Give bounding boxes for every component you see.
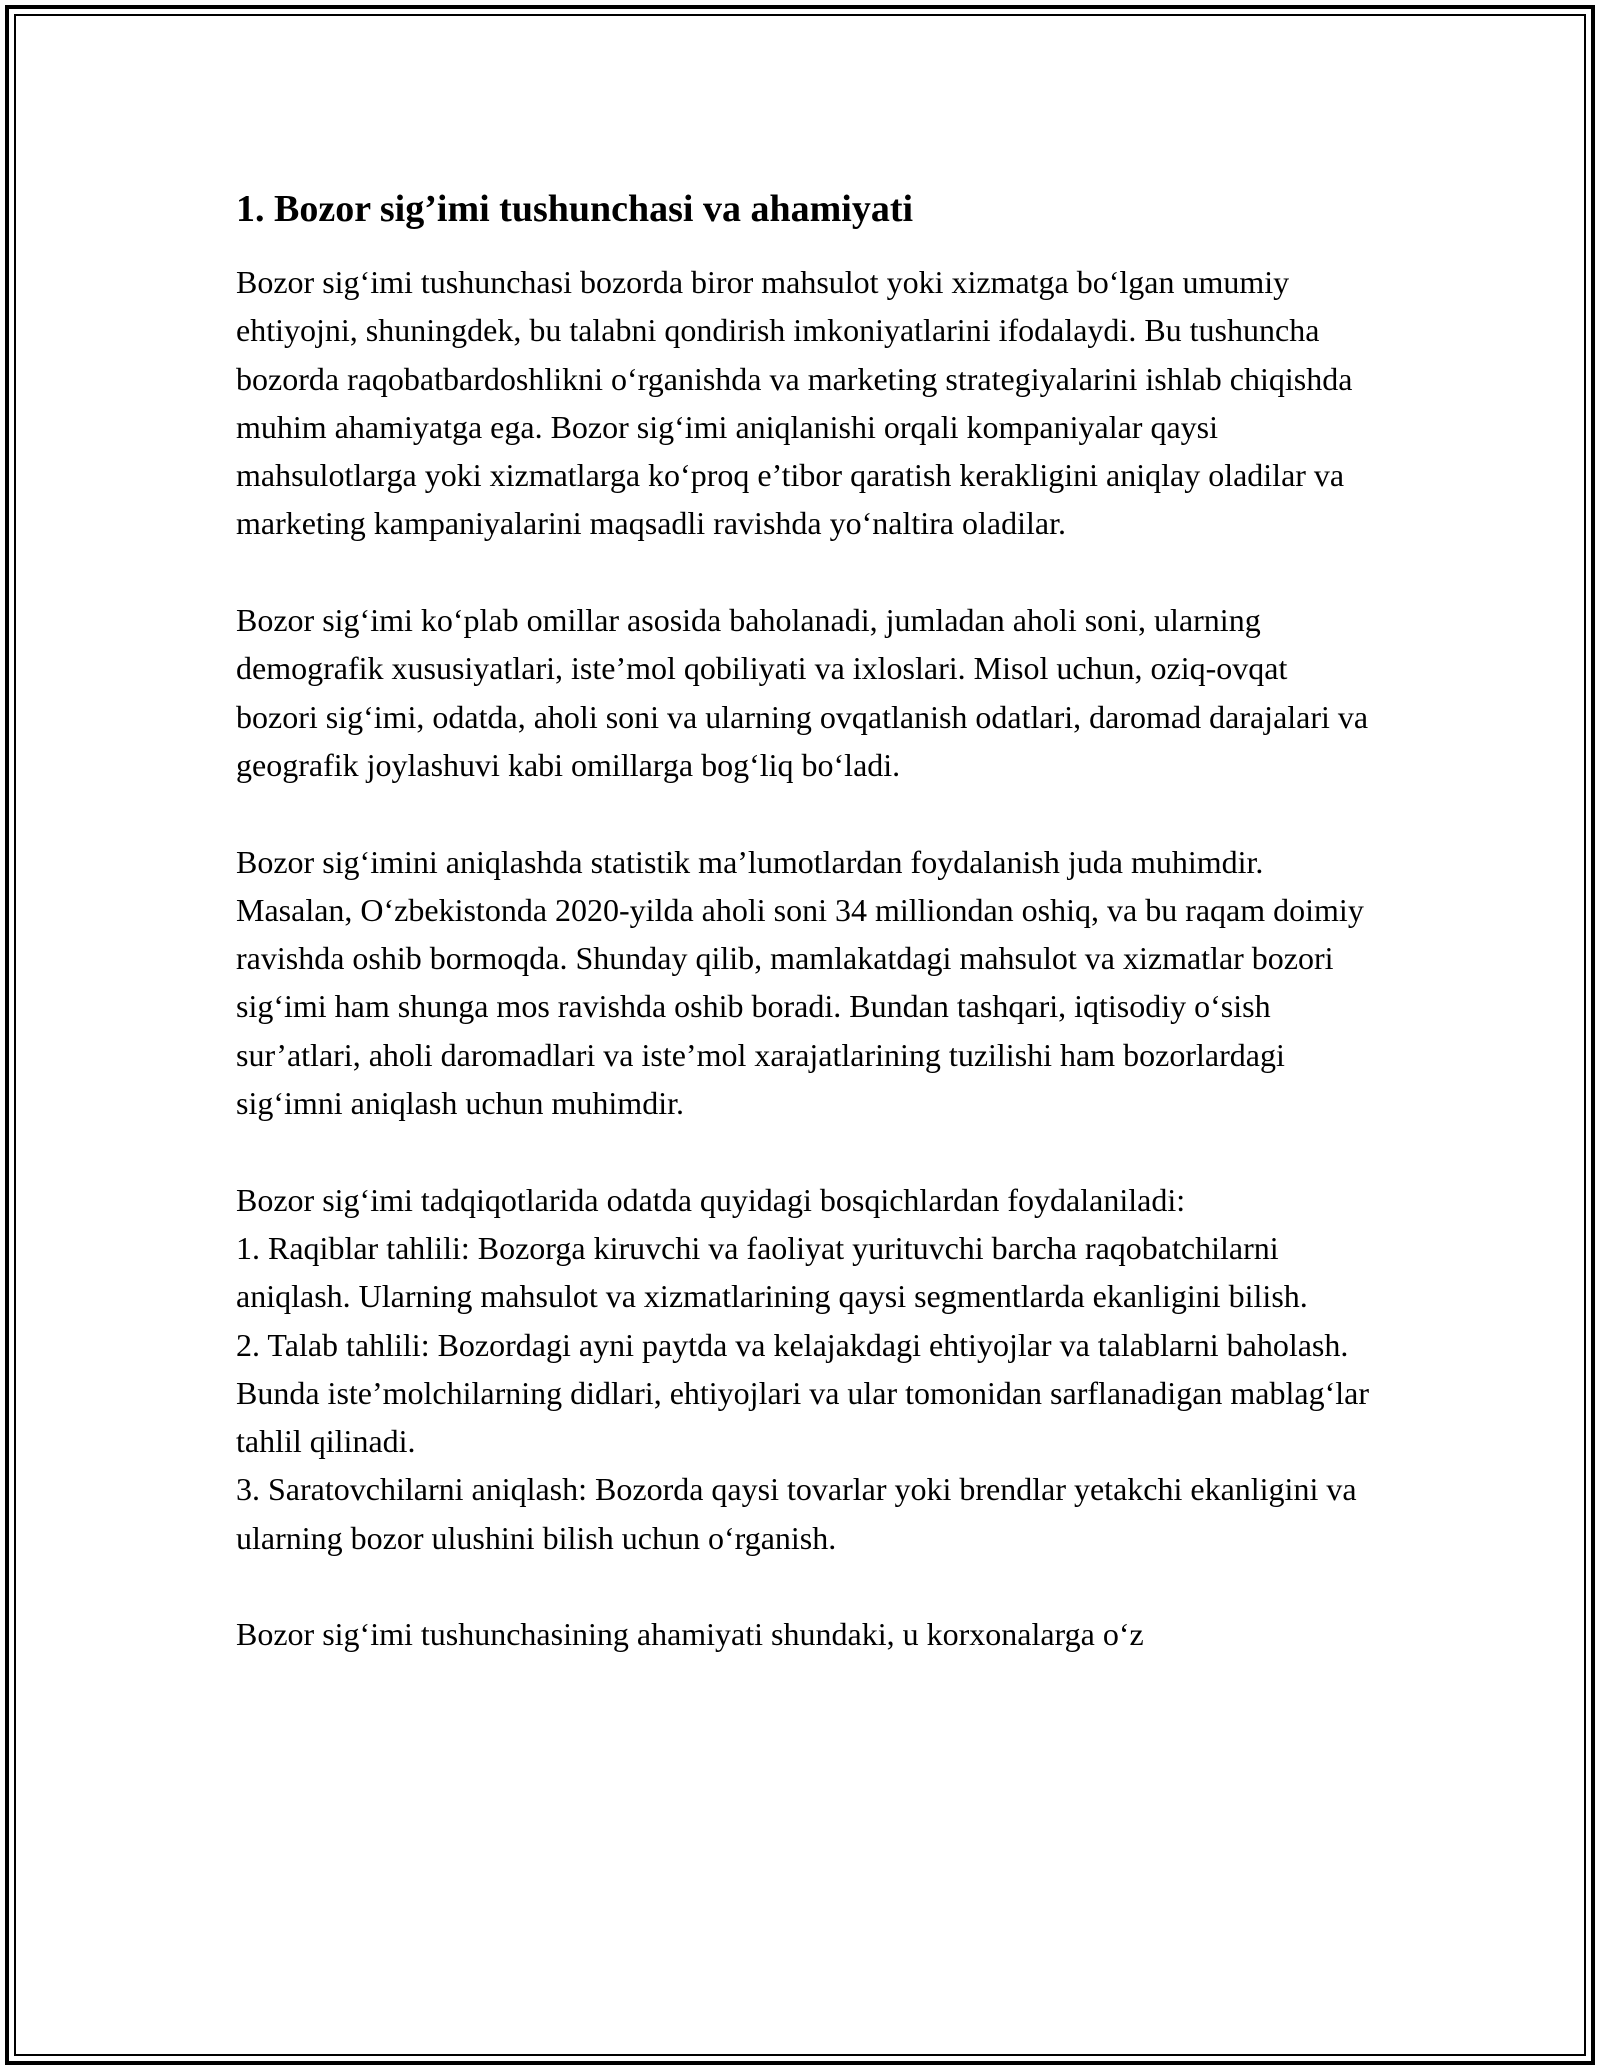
paragraph-closing: Bozor sig‘imi tushunchasining ahamiyati shundaki, u korxonalarga o‘z [236,1616,1144,1653]
paragraph-spacer [236,1127,1376,1175]
paragraph-spacer [236,1562,1376,1610]
paragraph-definition: Bozor sig‘imi tushunchasi bozorda biror mahsulot yoki xizmatga bo‘lgan umumiy ehtiyojni, shuningdek, bu talabni qondirish imkoniyatlarini ifodalaydi. Bu tushuncha bozorda raqobatbardoshlikni o‘rganishda va marketing strategiyalarini ishlab chiqishda muhim ahamiyatga ega. Bozor sig‘imi aniqlanishi orqali kompaniyalar qaysi mahsulotlarga yoki xizmatlarga ko‘proq e’tibor qaratish kerakligini aniqlay oladilar va marketing kampaniyalarini maqsadli ravishda yo‘naltira oladilar. [236,264,1353,542]
section-title: 1. Bozor sig’imi tushunchasi va ahamiyati [236,188,914,230]
paragraph-spacer [236,789,1376,837]
step-item-competitors: 1. Raqiblar tahlili: Bozorga kiruvchi va faoliyat yurituvchi barcha raqobatchilarni aniqlash. Ularning mahsulot va xizmatlarining qaysi segmentlarda ekanligini bilish. [236,1229,1308,1315]
step-item-leaders: 3. Saratovchilarni aniqlash: Bozorda qaysi tovarlar yoki brendlar yetakchi ekanligini va ularning bozor ulushini bilish uchun o‘rganish. [236,1471,1357,1556]
paragraph-spacer [236,548,1376,596]
paragraph-factors: Bozor sig‘imi ko‘plab omillar asosida baholanadi, jumladan aholi soni, ularning demografik xususiyatlari, iste’mol qobiliyati va ixloslari. Misol uchun, oziq-ovqat bozori sig‘imi, odatda, aholi soni va ularning ovqatlanish odatlari, daromad darajalari va geografik joylashuvi kabi omillarga bog‘liq bo‘ladi. [236,602,1369,783]
document-body [236,184,1376,1659]
steps-intro: Bozor sig‘imi tadqiqotlarida odatda quyidagi bosqichlardan foydalaniladi: [236,1181,1186,1218]
paragraph-statistics: Bozor sig‘imini aniqlashda statistik ma’lumotlardan foydalanish juda muhimdir. Masalan, O‘zbekistonda 2020-yilda aholi soni 34 milliondan oshiq, va bu raqam doimiy ravishda oshib bormoqda. Shunday qilib, mamlakatdagi mahsulot va xizmatlar bozori sig‘imi ham shunga mos ravishda oshib boradi. Bundan tashqari, iqtisodiy o‘sish sur’atlari, aholi daromadlari va iste’mol xarajatlarining tuzilishi ham bozorlardagi sig‘imni aniqlash uchun muhimdir. [236,843,1364,1122]
step-item-demand: 2. Talab tahlili: Bozordagi ayni paytda va kelajakdagi ehtiyojlar va talablarni baholash. Bunda iste’molchilarning didlari, ehtiyojlari va ular tomonidan sarflanadigan mablag‘lar tahlil qilinadi. [236,1326,1369,1460]
